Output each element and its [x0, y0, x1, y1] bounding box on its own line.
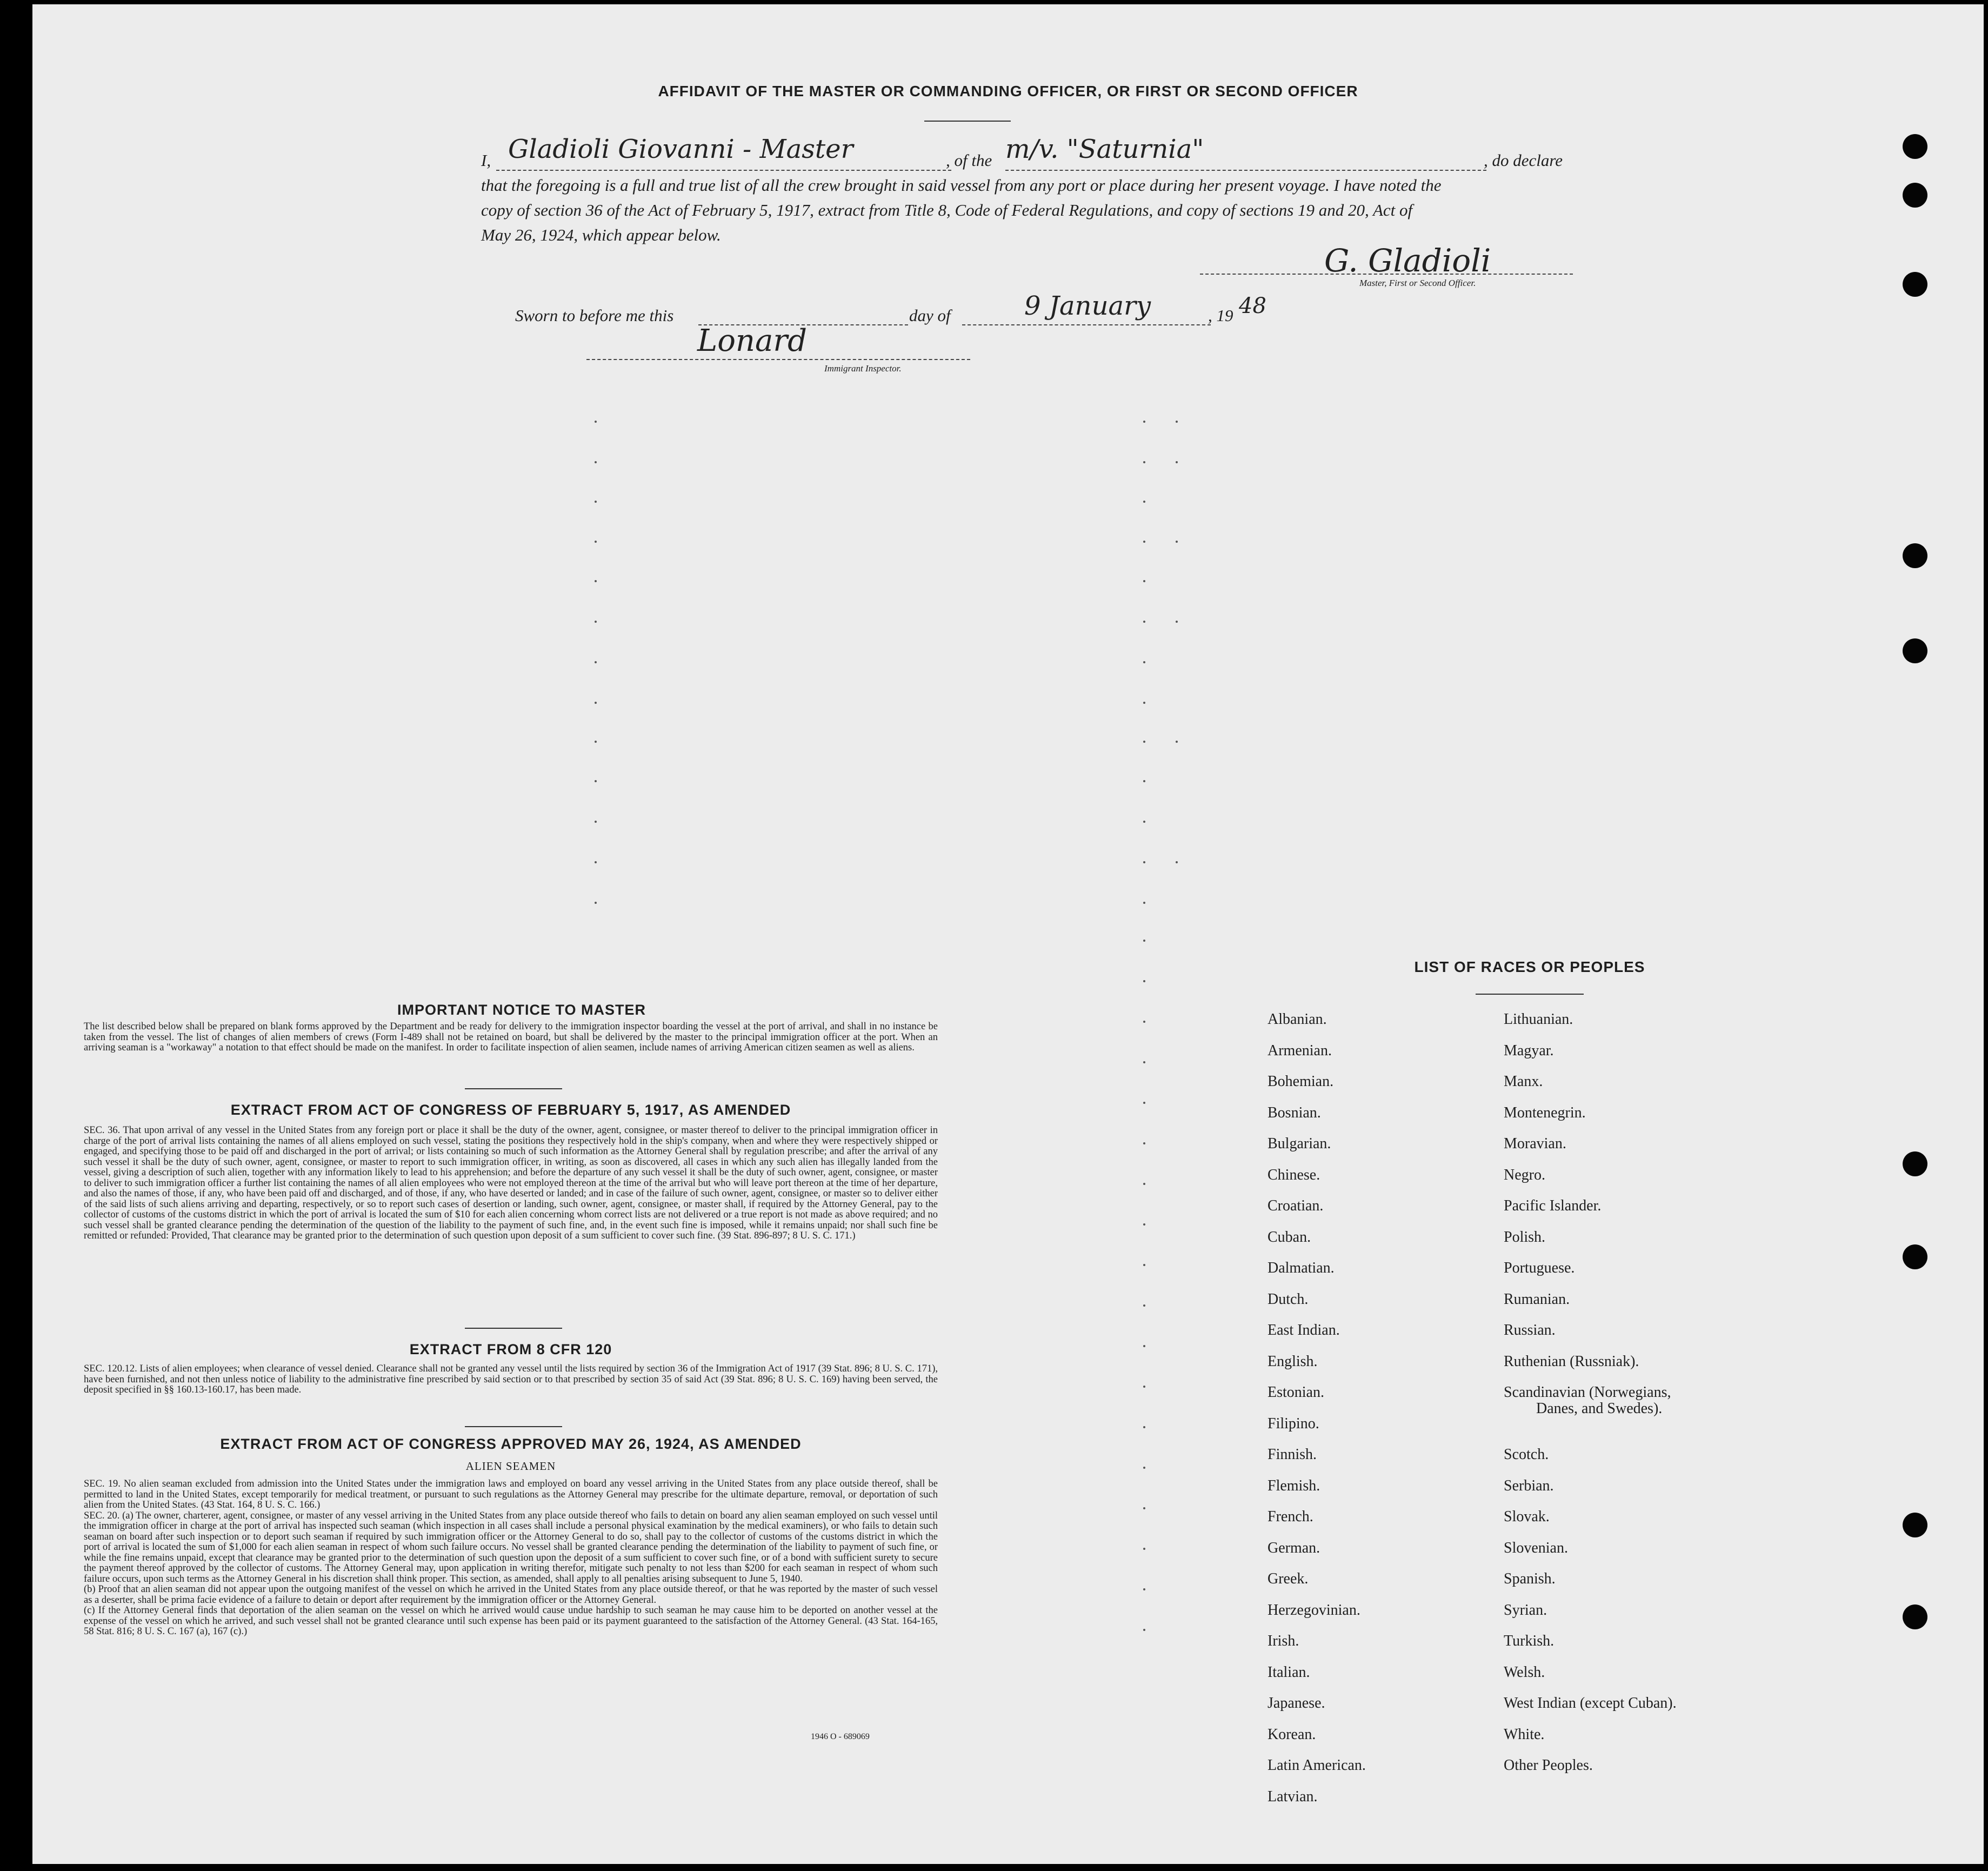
race-item: Croatian. — [1267, 1197, 1324, 1214]
punch-hole — [1903, 1604, 1927, 1629]
race-item: Turkish. — [1504, 1633, 1555, 1649]
sec-20c-text: (c) If the Attorney General finds that deportation of the alien seaman on the vessel on which he arrived would cause undue hardship to such seaman he may cause him to be deported on another vessel at the expense of the vessel on which he arrived, and such vessel shall not be granted clearance until such expense has been paid or its payment guaranteed to the satisfaction of the Attorney General. (43 Stat. 164-165, 58 Stat. 816; 8 U. S. C. 167 (a), 167 (c).) — [84, 1605, 938, 1637]
document-page — [32, 4, 1984, 1864]
race-item: Serbian. — [1504, 1477, 1554, 1494]
fill-line — [1005, 170, 1486, 171]
race-item: Irish. — [1267, 1633, 1299, 1649]
race-item: Danes, and Swedes). — [1536, 1400, 1663, 1417]
punch-hole — [1903, 272, 1927, 297]
punch-hole — [1903, 1244, 1927, 1269]
race-item: West Indian (except Cuban). — [1504, 1695, 1677, 1712]
race-item: Herzegovinian. — [1267, 1601, 1360, 1619]
race-item: Manx. — [1504, 1073, 1543, 1090]
race-item: Syrian. — [1504, 1601, 1547, 1619]
race-item: Bosnian. — [1267, 1104, 1321, 1121]
divider — [465, 1328, 562, 1329]
inspector-caption: Immigrant Inspector. — [824, 363, 902, 374]
punch-hole — [1903, 543, 1927, 568]
divider — [465, 1426, 562, 1427]
race-item: Cuban. — [1267, 1228, 1311, 1246]
race-item: Montenegrin. — [1504, 1104, 1586, 1121]
notice-heading: IMPORTANT NOTICE TO MASTER — [397, 1002, 646, 1018]
race-item: Albanian. — [1267, 1011, 1327, 1028]
punch-hole — [1903, 183, 1927, 208]
race-item: Chinese. — [1267, 1166, 1320, 1183]
do-declare-text: , do declare — [1484, 151, 1563, 170]
master-signature: G. Gladioli — [1324, 242, 1491, 279]
sworn-prefix: Sworn to before me this — [515, 306, 674, 325]
race-item: Moravian. — [1504, 1135, 1566, 1152]
officer-name-handwritten: Gladioli Giovanni - Master — [508, 134, 853, 164]
divider — [1476, 994, 1584, 995]
race-item: Latvian. — [1267, 1788, 1318, 1805]
race-item: Polish. — [1504, 1228, 1546, 1246]
extract-cfr-heading: EXTRACT FROM 8 CFR 120 — [409, 1341, 612, 1357]
punch-hole — [1903, 1151, 1927, 1176]
race-item: Greek. — [1267, 1570, 1309, 1587]
race-item: Spanish. — [1504, 1570, 1556, 1587]
race-item: Portuguese. — [1504, 1260, 1575, 1276]
race-item: Rumanian. — [1504, 1290, 1570, 1308]
race-item: German. — [1267, 1539, 1320, 1556]
sec-20b-text: (b) Proof that an alien seaman did not appear upon the outgoing manifest of the vessel on which he arrived in the United States from any place outside thereof, or that he was reported by the master of such vessel as a deserter, shall be prima facie evidence of a failure to detain or deport after requirement by the immigration officer or the Attorney General. — [84, 1584, 938, 1606]
race-item: Estonian. — [1267, 1384, 1324, 1401]
race-item: Lithuanian. — [1504, 1011, 1573, 1028]
sec-20a-text: SEC. 20. (a) The owner, charterer, agent, consignee, or master of any vessel arriving in the United States from any place outside thereof who fails to detain on board any alien seaman employed on such vessel until the immigration officer in charge at the port of arrival has inspected such seaman (which inspection in all cases shall include a personal physical examination by the medical examiners), or who fails to detain such seaman on board after such inspection or to deport such seaman if required by such immigration officer or the Attorney General to do so, shall pay to the collector of customs of the customs district in which the port of arrival is located the sum of $1,000 for each alien seaman in respect of whom such failure occurs. No vessel shall be granted clearance pending the determination of the liability to payment of such fine, or while the fine remains unpaid, except that clearance may be granted prior to the determination of such question upon the deposit of a sum sufficient to cover such fine, or of a bond with sufficient surety to secure the payment thereof approved by the collector of customs. The Attorney General may, upon application in writing therefor, mitigate such penalty to not less than $200 for each seaman in respect of whom such failure occurs, upon such terms as the Attorney General in his discretion shall think proper. This section, as amended, shall apply to all penalties arising subsequent to June 5, 1940. — [84, 1510, 938, 1584]
affidavit-line-2: that the foregoing is a full and true list of all the crew brought in said vessel from any port or place during her present voyage. I have noted the — [481, 176, 1442, 195]
race-item: Korean. — [1267, 1726, 1316, 1743]
race-item: Armenian. — [1267, 1042, 1332, 1059]
year-prefix: , 19 — [1208, 306, 1233, 325]
year-handwritten: 48 — [1239, 294, 1266, 318]
divider — [465, 1088, 562, 1089]
punch-hole — [1903, 134, 1927, 159]
signature-line — [586, 359, 970, 360]
punch-hole — [1903, 638, 1927, 663]
race-item: Magyar. — [1504, 1042, 1554, 1059]
fill-line — [496, 170, 951, 171]
day-of-text: day of — [909, 306, 951, 325]
extract-1924-heading: EXTRACT FROM ACT OF CONGRESS APPROVED MAY 26, 1924, AS AMENDED — [220, 1436, 802, 1452]
race-item: Scotch. — [1504, 1446, 1549, 1463]
race-item: Scandinavian (Norwegians, — [1504, 1384, 1671, 1401]
race-item: Flemish. — [1267, 1477, 1320, 1494]
race-item: Italian. — [1267, 1663, 1310, 1681]
notice-body: The list described below shall be prepared on blank forms approved by the Department and be ready for delivery to the immigration inspector boarding the vessel at the port of arrival, and shall in no instance be taken from the vessel. The list of changes of alien members of crews (Form I-489 shall not be retained on board, but shall be delivered by the master to the principal immigration officer at the port. When an arriving seaman is a "workaway" a notation to that effect should be made on the manifest. In order to facilitate inspection of alien seamen, include names of arriving American citizen seamen as well as aliens. — [84, 1021, 938, 1053]
race-item: Bulgarian. — [1267, 1135, 1331, 1152]
race-item: Dalmatian. — [1267, 1260, 1335, 1276]
race-item: French. — [1267, 1508, 1313, 1525]
race-item: Japanese. — [1267, 1695, 1325, 1712]
of-the-text: , of the — [946, 151, 992, 170]
race-item: Finnish. — [1267, 1446, 1317, 1463]
race-item: Dutch. — [1267, 1290, 1309, 1308]
alien-seamen-subheading: ALIEN SEAMEN — [465, 1460, 556, 1473]
race-item: Bohemian. — [1267, 1073, 1334, 1090]
affidavit-pronoun: I, — [481, 151, 491, 170]
race-item: Slovak. — [1504, 1508, 1550, 1525]
extract-1917-body: SEC. 36. That upon arrival of any vessel in the United States from any foreign port or place it shall be the duty of the owner, agent, consignee, or master thereof to deliver to the principal immigration officer in charge of the port of arrival lists containing the names of all aliens employed on such vessel, stating the positions they respectively hold in the ship's company, when and where they were respectively shipped or engaged, and specifying those to be paid off and discharged in the port of arrival; or lists containing so much of such information as the Attorney General shall by regulation prescribe; and after the arrival of any such vessel it shall be the duty of such owner, agent, consignee, or master to report to such immigration officer, in writing, as soon as discovered, all cases in which any such alien has illegally landed from the vessel, giving a description of such alien, together with any information likely to lead to his apprehension; and before the departure of any such vessel it shall be the duty of such owner, agent, consignee, or master to deliver to such immigration officer a further list containing the names of all alien employees who were not employed thereon at the time of the arrival but who will leave port thereon at the time of her departure, and also the names of those, if any, who have been paid off and discharged, and of those, if any, who have deserted or landed; and in case of the failure of such owner, agent, consignee, or master so to deliver either of the said lists of such aliens arriving and departing, respectively, or so to report such cases of desertion or landing, such owner, agent, consignee, or master shall, if required by the Attorney General, pay to the collector of customs of the customs district in which the port of arrival is located the sum of $10 for each alien concerning whom correct lists are not delivered or a true report is not made as above required; and no such vessel shall be granted clearance pending the determination of the question of the liability to the payment of such fine, and, in the event such fine is imposed, while it remains unpaid; nor shall such fine be remitted or refunded: Provided, That clearance may be granted prior to the determination of such question upon deposit of a sum sufficient to cover such fine. (39 Stat. 896-897; 8 U. S. C. 171.) — [84, 1125, 938, 1241]
fill-line — [962, 324, 1211, 325]
punch-hole — [1903, 1513, 1927, 1537]
sec-19-text: SEC. 19. No alien seaman excluded from admission into the United States under the immigration laws and employed on board any vessel arriving in the United States from any place outside thereof, shall be permitted to land in the United States, except temporarily for medical treatment, or pursuant to such regulations as the Attorney General may prescribe for the ultimate departure, removal, or deportation of such alien from the United States. (43 Stat. 164, 8 U. S. C. 166.) — [84, 1479, 938, 1510]
signature-caption: Master, First or Second Officer. — [1359, 278, 1476, 288]
divider — [924, 121, 1011, 122]
races-right-column — [1504, 1011, 1677, 1788]
extract-1924-body — [84, 1479, 938, 1637]
race-item: Pacific Islander. — [1504, 1197, 1602, 1214]
affidavit-line-3: copy of section 36 of the Act of February 5, 1917, extract from Title 8, Code of Federal Regulations, and copy of sections 19 and 20, Act of — [481, 201, 1413, 219]
race-item: Welsh. — [1504, 1663, 1545, 1681]
extract-1917-heading: EXTRACT FROM ACT OF CONGRESS OF FEBRUARY 5, 1917, AS AMENDED — [230, 1102, 791, 1118]
race-item: Filipino. — [1267, 1415, 1319, 1432]
race-item: Latin American. — [1267, 1757, 1366, 1774]
race-item: Other Peoples. — [1504, 1757, 1593, 1774]
races-left-column — [1267, 1011, 1366, 1819]
vessel-name-handwritten: m/v. "Saturnia" — [1005, 134, 1204, 164]
race-item: Negro. — [1504, 1166, 1545, 1183]
extract-cfr-body: SEC. 120.12. Lists of alien employees; when clearance of vessel denied. Clearance shall not be granted any vessel until the lists required by section 36 of the Immigration Act of 1917 (39 Stat. 896; 8 U. S. C. 171), have been furnished, and not then unless notice of liability to the administrative fine prescribed by said section or to that prescribed by section 35 of said Act (39 Stat. 896; 8 U. S. C. 169) having been served, the deposit specified in §§ 160.13-160.17, has been made. — [84, 1363, 938, 1395]
affidavit-line-4: May 26, 1924, which appear below. — [481, 225, 721, 244]
print-code: 1946 O - 689069 — [811, 1732, 870, 1741]
races-heading: LIST OF RACES OR PEOPLES — [1414, 958, 1645, 975]
affidavit-title: AFFIDAVIT OF THE MASTER OR COMMANDING OFFICER, OR FIRST OR SECOND OFFICER — [658, 83, 1358, 99]
inspector-signature: Lonard — [697, 323, 807, 358]
race-item: White. — [1504, 1726, 1545, 1743]
race-item: Russian. — [1504, 1322, 1556, 1339]
race-item: Ruthenian (Russniak). — [1504, 1353, 1639, 1370]
race-item: Slovenian. — [1504, 1539, 1568, 1556]
race-item: English. — [1267, 1353, 1318, 1370]
race-item: East Indian. — [1267, 1322, 1340, 1339]
sworn-date-handwritten: 9 January — [1024, 291, 1151, 321]
